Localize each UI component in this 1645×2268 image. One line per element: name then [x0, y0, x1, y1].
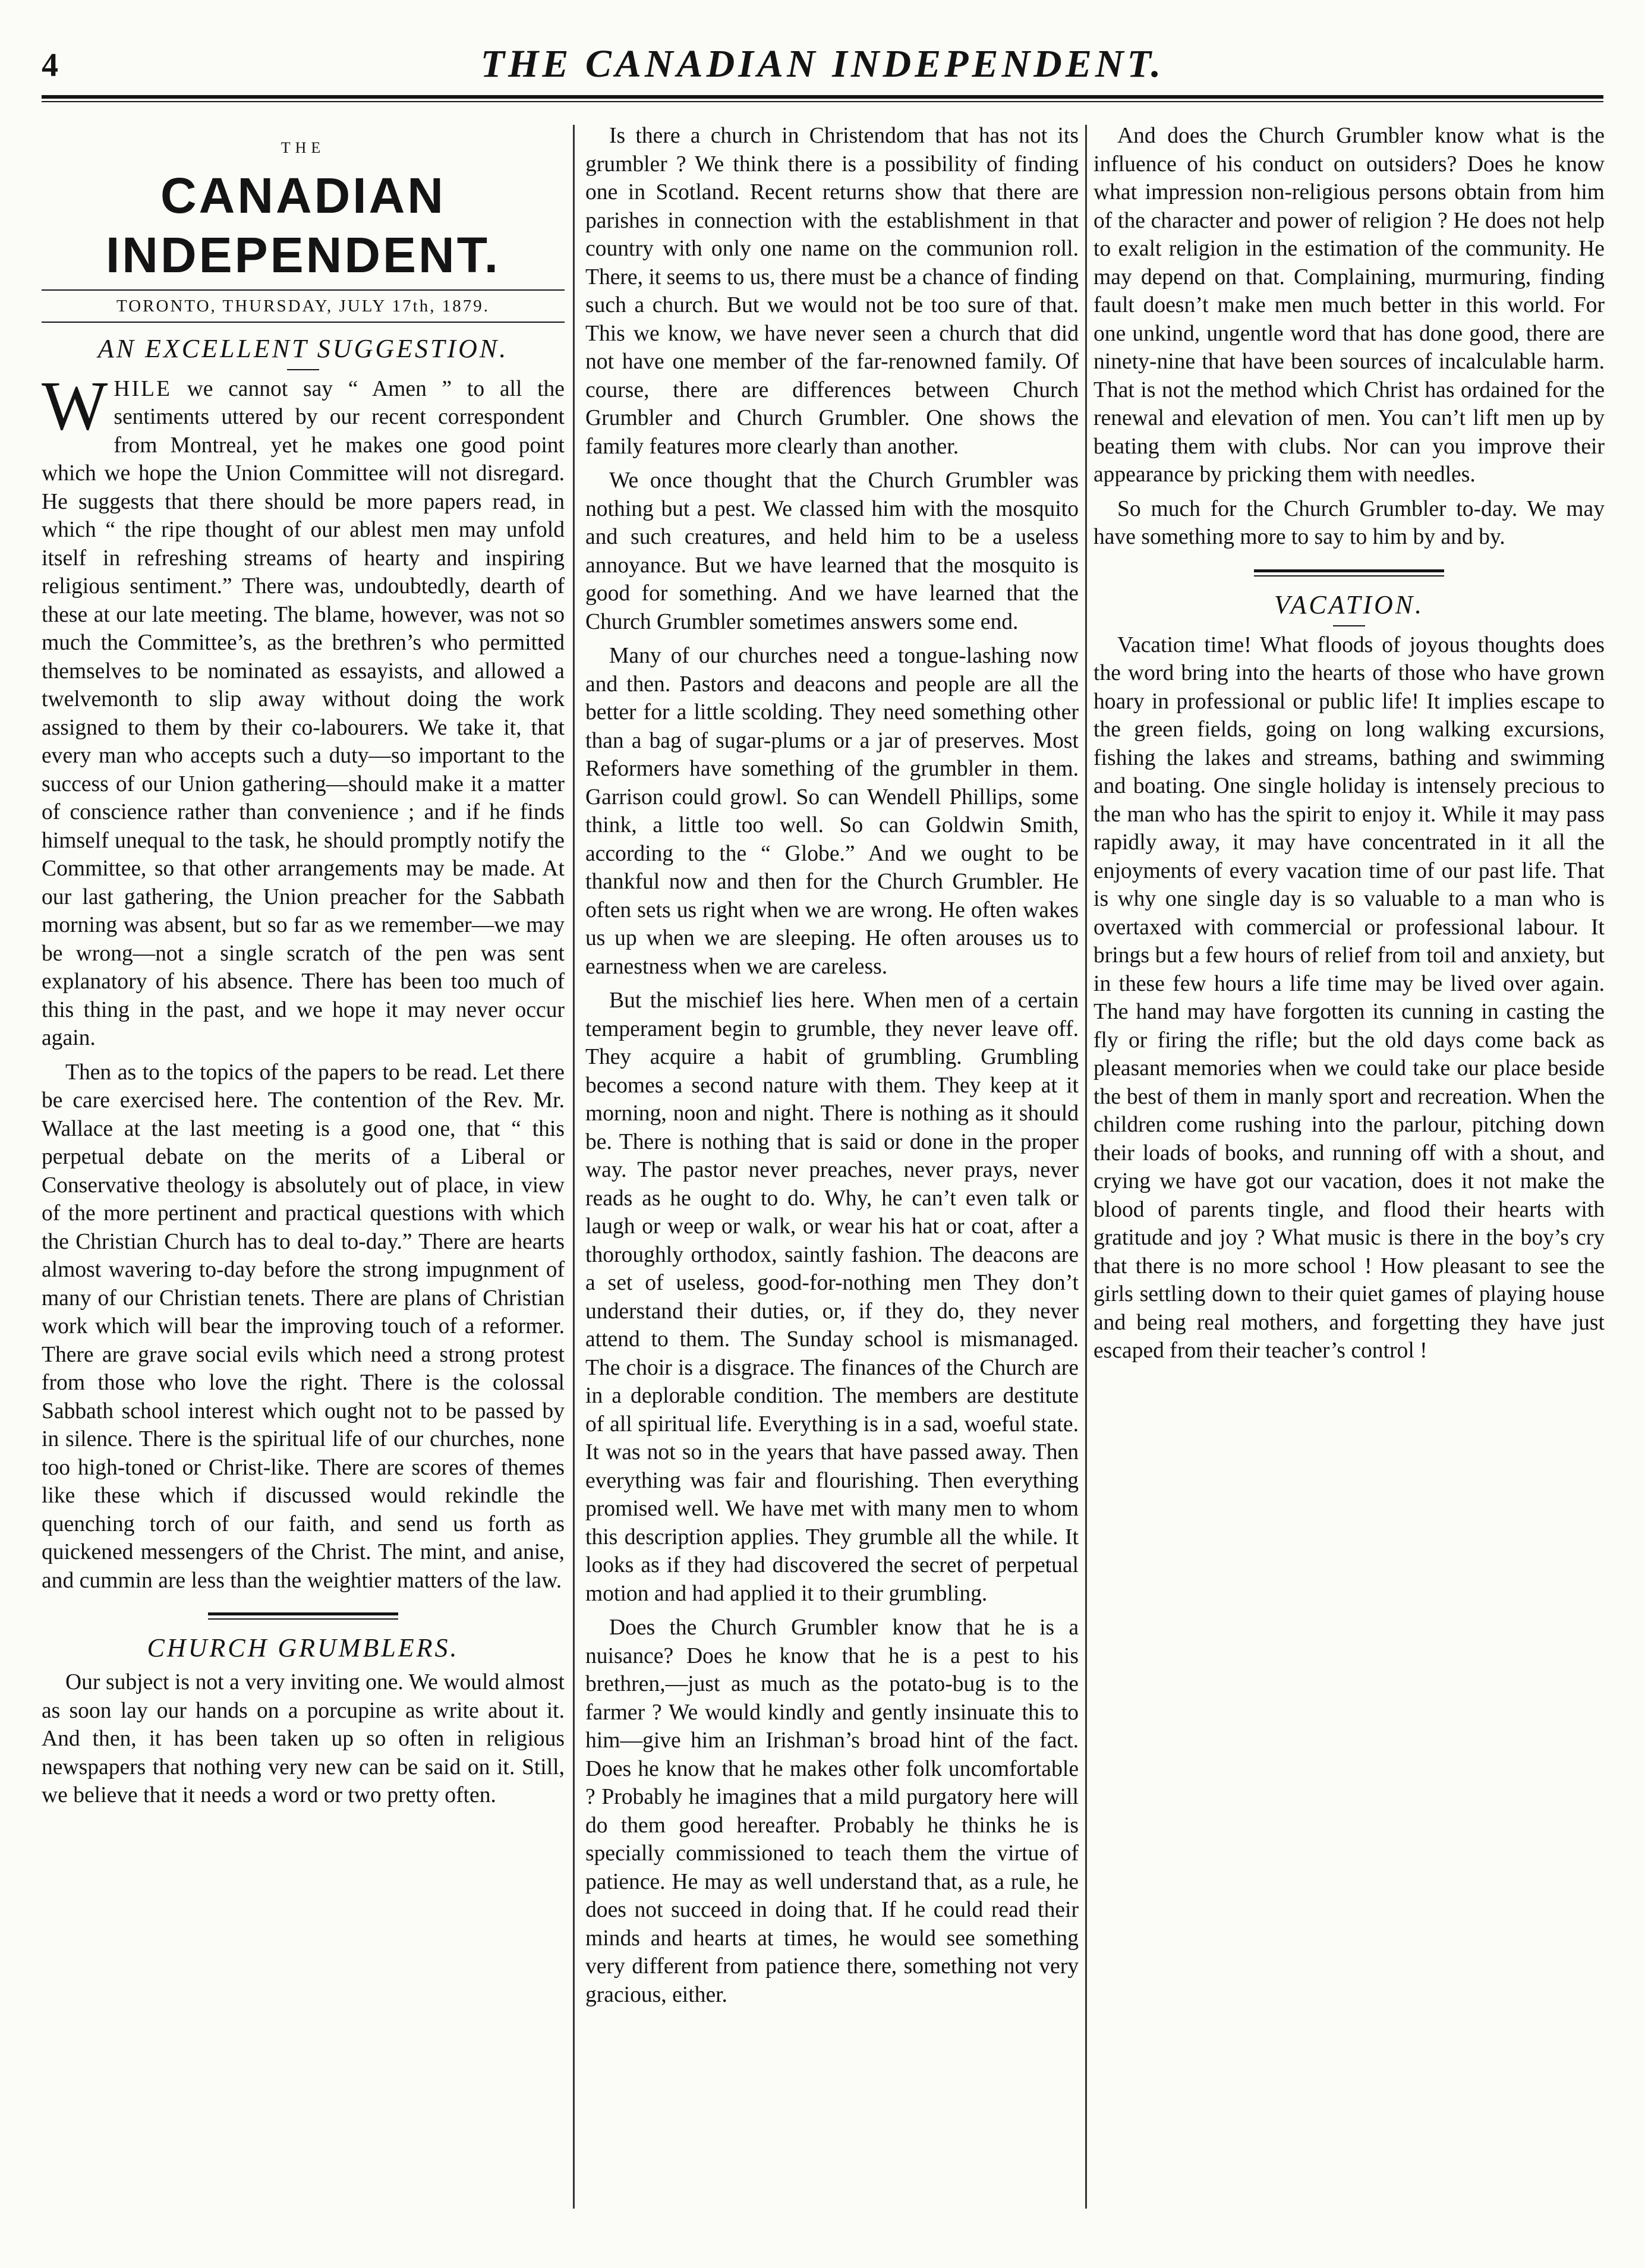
article-title-suggestion: AN EXCELLENT SUGGESTION.	[97, 333, 509, 363]
section-divider	[1254, 569, 1444, 577]
column-3	[1093, 122, 1605, 2220]
dateline: TORONTO, THURSDAY, JULY 17th, 1879.	[42, 289, 565, 323]
article-paragraph: So much for the Church Grumbler to-day. We may have something more to say to him by and by.	[1093, 496, 1605, 549]
article-paragraph: We once thought that the Church Grumbler was nothing but a pest. We classed him with the mosquito and such creatures, and held him to be a useless annoyance. But we have learned that the mosquito is good for something. And we have learned that the Church Grumbler sometimes answers some end.	[585, 468, 1079, 634]
paragraph-text: we cannot say “ Amen ” to all the sentiments uttered by our recent correspondent from Montreal, yet he makes one good point which we hope the Union Committee will not disregard. He suggests that there should be more papers read, in which “ the ripe thought of our ablest men may unfold itself in refreshing streams of hearty and inspiring religious sentiment.” There was, undoubtedly, dearth of these at our late meeting. The blame, however, was not so much the Committee’s, as the brethren’s who permitted themselves to be nominated as essayists, and allowed a twelvemonth to slip away without doing the work assigned to them by their co-labourers. We take it, that every man who accepts such a duty—so important to the success of our Union gathering—should make it a matter of conscience rather than convenience ; and if he finds himself unequal to the task, he should promptly notify the Committee, so that other arrangements may be made. At our last gathering, the Union preacher for the Sabbath morning was absent, but so far as we remember—we may be wrong—not a single scratch of the pen was sent explanatory of his absence. There has been too much of this thing in the past, and we hope it may never occur again.	[42, 376, 565, 1050]
title-rule	[1333, 625, 1365, 626]
page-number: 4	[42, 47, 58, 84]
article-paragraph: Our subject is not a very inviting one. We would almost as soon lay our hands on a porcupine as write about it. And then, it has been taken up so often in religious newspapers that nothing very new can be said on it. Still, we believe that it needs a word or two pretty often.	[42, 1670, 565, 1807]
header-rule	[42, 95, 1603, 102]
article-paragraph: Is there a church in Christendom that has not its grumbler ? We think there is a possibility of finding one in Scotland. Recent returns show that there are parishes in connection with the establishment in that country with only one name on the communion roll. There, it seems to us, there must be a chance of finding such a church. But we would not be too sure of that. This we know, we have never seen a church that did not have one member of the far-renowned family. Of course, there are differences between Church Grumbler and Church Grumbler. One shows the family features more clearly than another.	[585, 124, 1079, 459]
title-rule	[287, 369, 319, 370]
article-paragraph: And does the Church Grumbler know what is the influence of his conduct on outsiders? Does he know what impression non-religious persons obtain from him of the character and power of religion ? He does not help to exalt religion in the estimation of the community. He may depend on that. Complaining, murmuring, finding fault doesn’t make men much better in this world. For one unkind, ungentle word that has done good, there are ninety-nine that have been sources of incalculable harm. That is not the method which Christ has ordained for the renewal and elevation of men. You can’t lift men up by beating them with clubs. Nor can you improve their appearance by pricking them with needles.	[1093, 124, 1605, 487]
running-title: THE CANADIAN INDEPENDENT.	[480, 42, 1165, 86]
article-paragraph: Then as to the topics of the papers to be read. Let there be care exercised here. The contention of the Rev. Mr. Wallace at the last meeting is a good one, that “ this perpetual debate on the merits of a Liberal or Conservative theology is absolutely out of place, in view of the more pertinent and practical questions with which the Christian Church has to deal to-day.” There are hearts almost wavering to-day before the strong impugnment of many of our Christian tenets. There are plans of Christian work which will bear the improving touch of a reformer. There are grave social evils which need a strong protest from those who love the right. There is the colossal Sabbath school interest which ought not to be passed by in silence. There is the spiritual life of our churches, none too high-toned or Christ-like. There are scores of themes like these which if discussed would rekindle the quenching torch of our faith, and send us forth as quickened messengers of the Christ. The mint, and anise, and cummin are less than the weightier matters of the law.	[42, 1060, 565, 1593]
first-word: HILE	[114, 376, 172, 401]
masthead-title: CANADIAN INDEPENDENT.	[105, 167, 501, 283]
masthead-the: THE	[281, 139, 326, 156]
article-paragraph: But the mischief lies here. When men of a certain temperament begin to grumble, they never leave off. They acquire a habit of grumbling. Grumbling becomes a second nature with them. They keep at it morning, noon and night. There is nothing as it should be. There is nothing that is said or done in the proper way. The pastor never preaches, never prays, never reads as he ought to do. Why, he can’t even talk or laugh or weep or walk, or wear his hat or coat, after a thoroughly orthodox, saintly fashion. The deacons are a set of useless, good-for-nothing men They don’t understand their duties, or, if they do, they never attend to them. The Sunday school is mismanaged. The choir is a disgrace. The finances of the Church are in a deplorable condition. The members are destitute of all spiritual life. Everything is in a sad, woeful state. It was not so in the years that have passed away. Then everything was fair and flourishing. Then everything promised well. We have met with many men to whom this description applies. They grumble all the while. It looks as if they had discovered the secret of perpetual motion and had applied it to their grumbling.	[585, 988, 1079, 1606]
column-2	[585, 122, 1079, 2220]
article-title-grumblers: CHURCH GRUMBLERS.	[147, 1633, 459, 1662]
section-divider	[208, 1612, 398, 1620]
drop-cap: W	[42, 366, 108, 445]
article-paragraph: Vacation time! What floods of joyous thoughts does the word bring into the hearts of those who have grown hoary in professional or public life! It implies escape to the green fields, going on long walking excursions, fishing the lakes and streams, bathing and swimming and boating. One single holiday is intensely precious to the man who has the spirit to enjoy it. While it may pass rapidly away, it may have concentrated in it all the enjoyments of every vacation time of our past life. That is why one single day is so valuable to a man who is overtaxed with commercial or professional labour. It brings but a few hours of relief from toil and anxiety, but in these few hours a life time may be lived over again. The hand may have forgotten its cunning in casting the fly or firing the rifle; but the old days come back as pleasant memories when we could take our place beside the best of them in manly sport and recreation. When the children come rushing into the parlour, pitching down their loads of books, and running off with a shout, and crying we have got our vacation, does it not make the blood of parents tingle, and flood their hearts with gratitude and joy ? What music is there in the boy’s cry that there is no more school ! How pleasant to see the girls settling down to their quiet games of playing house and being real mothers, and forgetting they have just escaped from their teacher’s control !	[1093, 632, 1605, 1363]
article-paragraph	[42, 366, 565, 1053]
article-paragraph: Many of our churches need a tongue-lashing now and then. Pastors and deacons and people are all the better for a little scolding. They need something other than a bag of sugar-plums or a jar of preserves. Most Reformers have something of the grumbler in them. Garrison could growl. So can Wendell Phillips, some think, a little too well. So can Goldwin Smith, according to the “ Globe.” And we ought to be thankful now and then for the Church Grumbler. He often sets us right when we are wrong. He often wakes us up when we are sleeping. He often arouses us to earnestness when we are careless.	[585, 644, 1079, 979]
article-title-vacation: VACATION.	[1274, 590, 1425, 619]
column-divider	[1085, 125, 1087, 2209]
column-1	[42, 122, 565, 2220]
article-paragraph: Does the Church Grumbler know that he is a nuisance? Does he know that he is a pest to his brethren,—just as much as the potato-bug is to the farmer ? We would kindly and gently insinuate this to him—give him an Irishman’s broad hint of the fact. Does he know that he makes other folk uncomfortable ? Probably he imagines that a mild purgatory here will do them good hereafter. Probably he thinks he is specially commissioned to teach them the virtue of patience. He may as well understand that, as a rule, he does not succeed in doing that. If he could read their minds and hearts at times, he would see something very different from patience there, something not very gracious, either.	[585, 1615, 1079, 2007]
column-divider	[573, 125, 575, 2209]
